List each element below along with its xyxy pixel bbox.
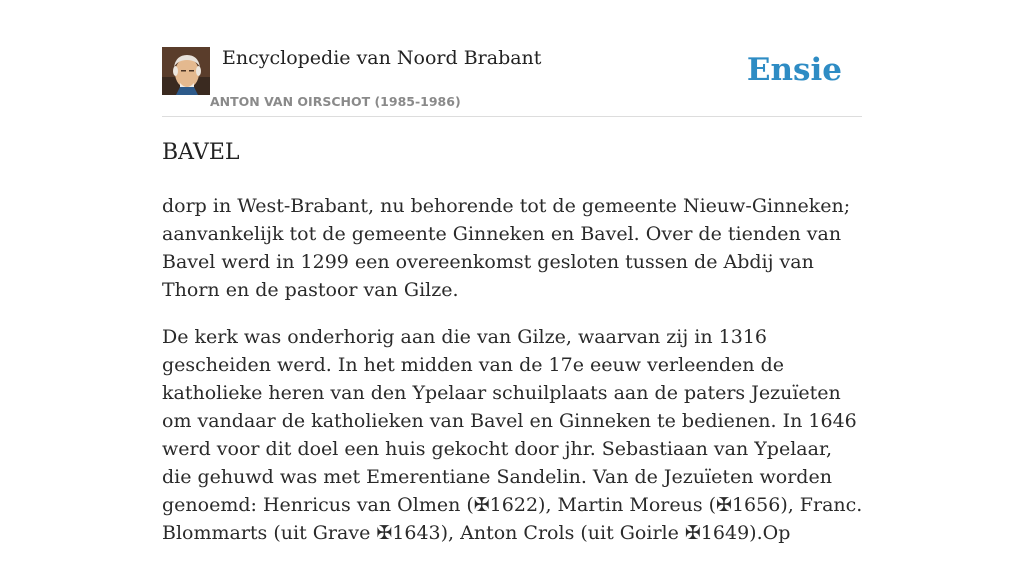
book-title-link[interactable]: Encyclopedie van Noord Brabant <box>222 47 542 69</box>
site-header <box>162 46 862 117</box>
entry-content <box>162 192 867 566</box>
entry-title: BAVEL <box>162 140 240 165</box>
paragraph-2: De kerk was onderhorig aan die van Gilze, waarvan zij in 1316 gescheiden werd. In het midden van de 17e eeuw verleenden de katholieke heren van den Ypelaar schuilplaats aan de paters Jezuïeten om vandaar de katholieken van Bavel en Ginneken te bedienen. In 1646 werd voor dit doel een huis gekocht door jhr. Sebastiaan van Ypelaar, die gehuwd was met Emerentiane Sandelin. Van de Jezuïeten worden genoemd: Henricus van Olmen (✠1622), Martin Moreus (✠1656), Franc. Blommarts (uit Grave ✠1643), Anton Crols (uit Goirle ✠1649).Op <box>162 326 863 544</box>
author-name[interactable]: ANTON VAN OIRSCHOT (1985-1986) <box>210 94 461 109</box>
paragraph-1: dorp in West-Brabant, nu behorende tot de gemeente Nieuw-Ginneken; aanvankelijk tot de gemeente Ginneken en Bavel. Over de tienden van Bavel werd in 1299 een overeenkomst gesloten tussen de Abdij van Thorn en de pastoor van Gilze. <box>162 195 851 301</box>
author-portrait-icon <box>162 47 210 95</box>
ensie-logo-link[interactable]: Ensie <box>746 52 842 88</box>
author-avatar[interactable] <box>162 47 210 95</box>
